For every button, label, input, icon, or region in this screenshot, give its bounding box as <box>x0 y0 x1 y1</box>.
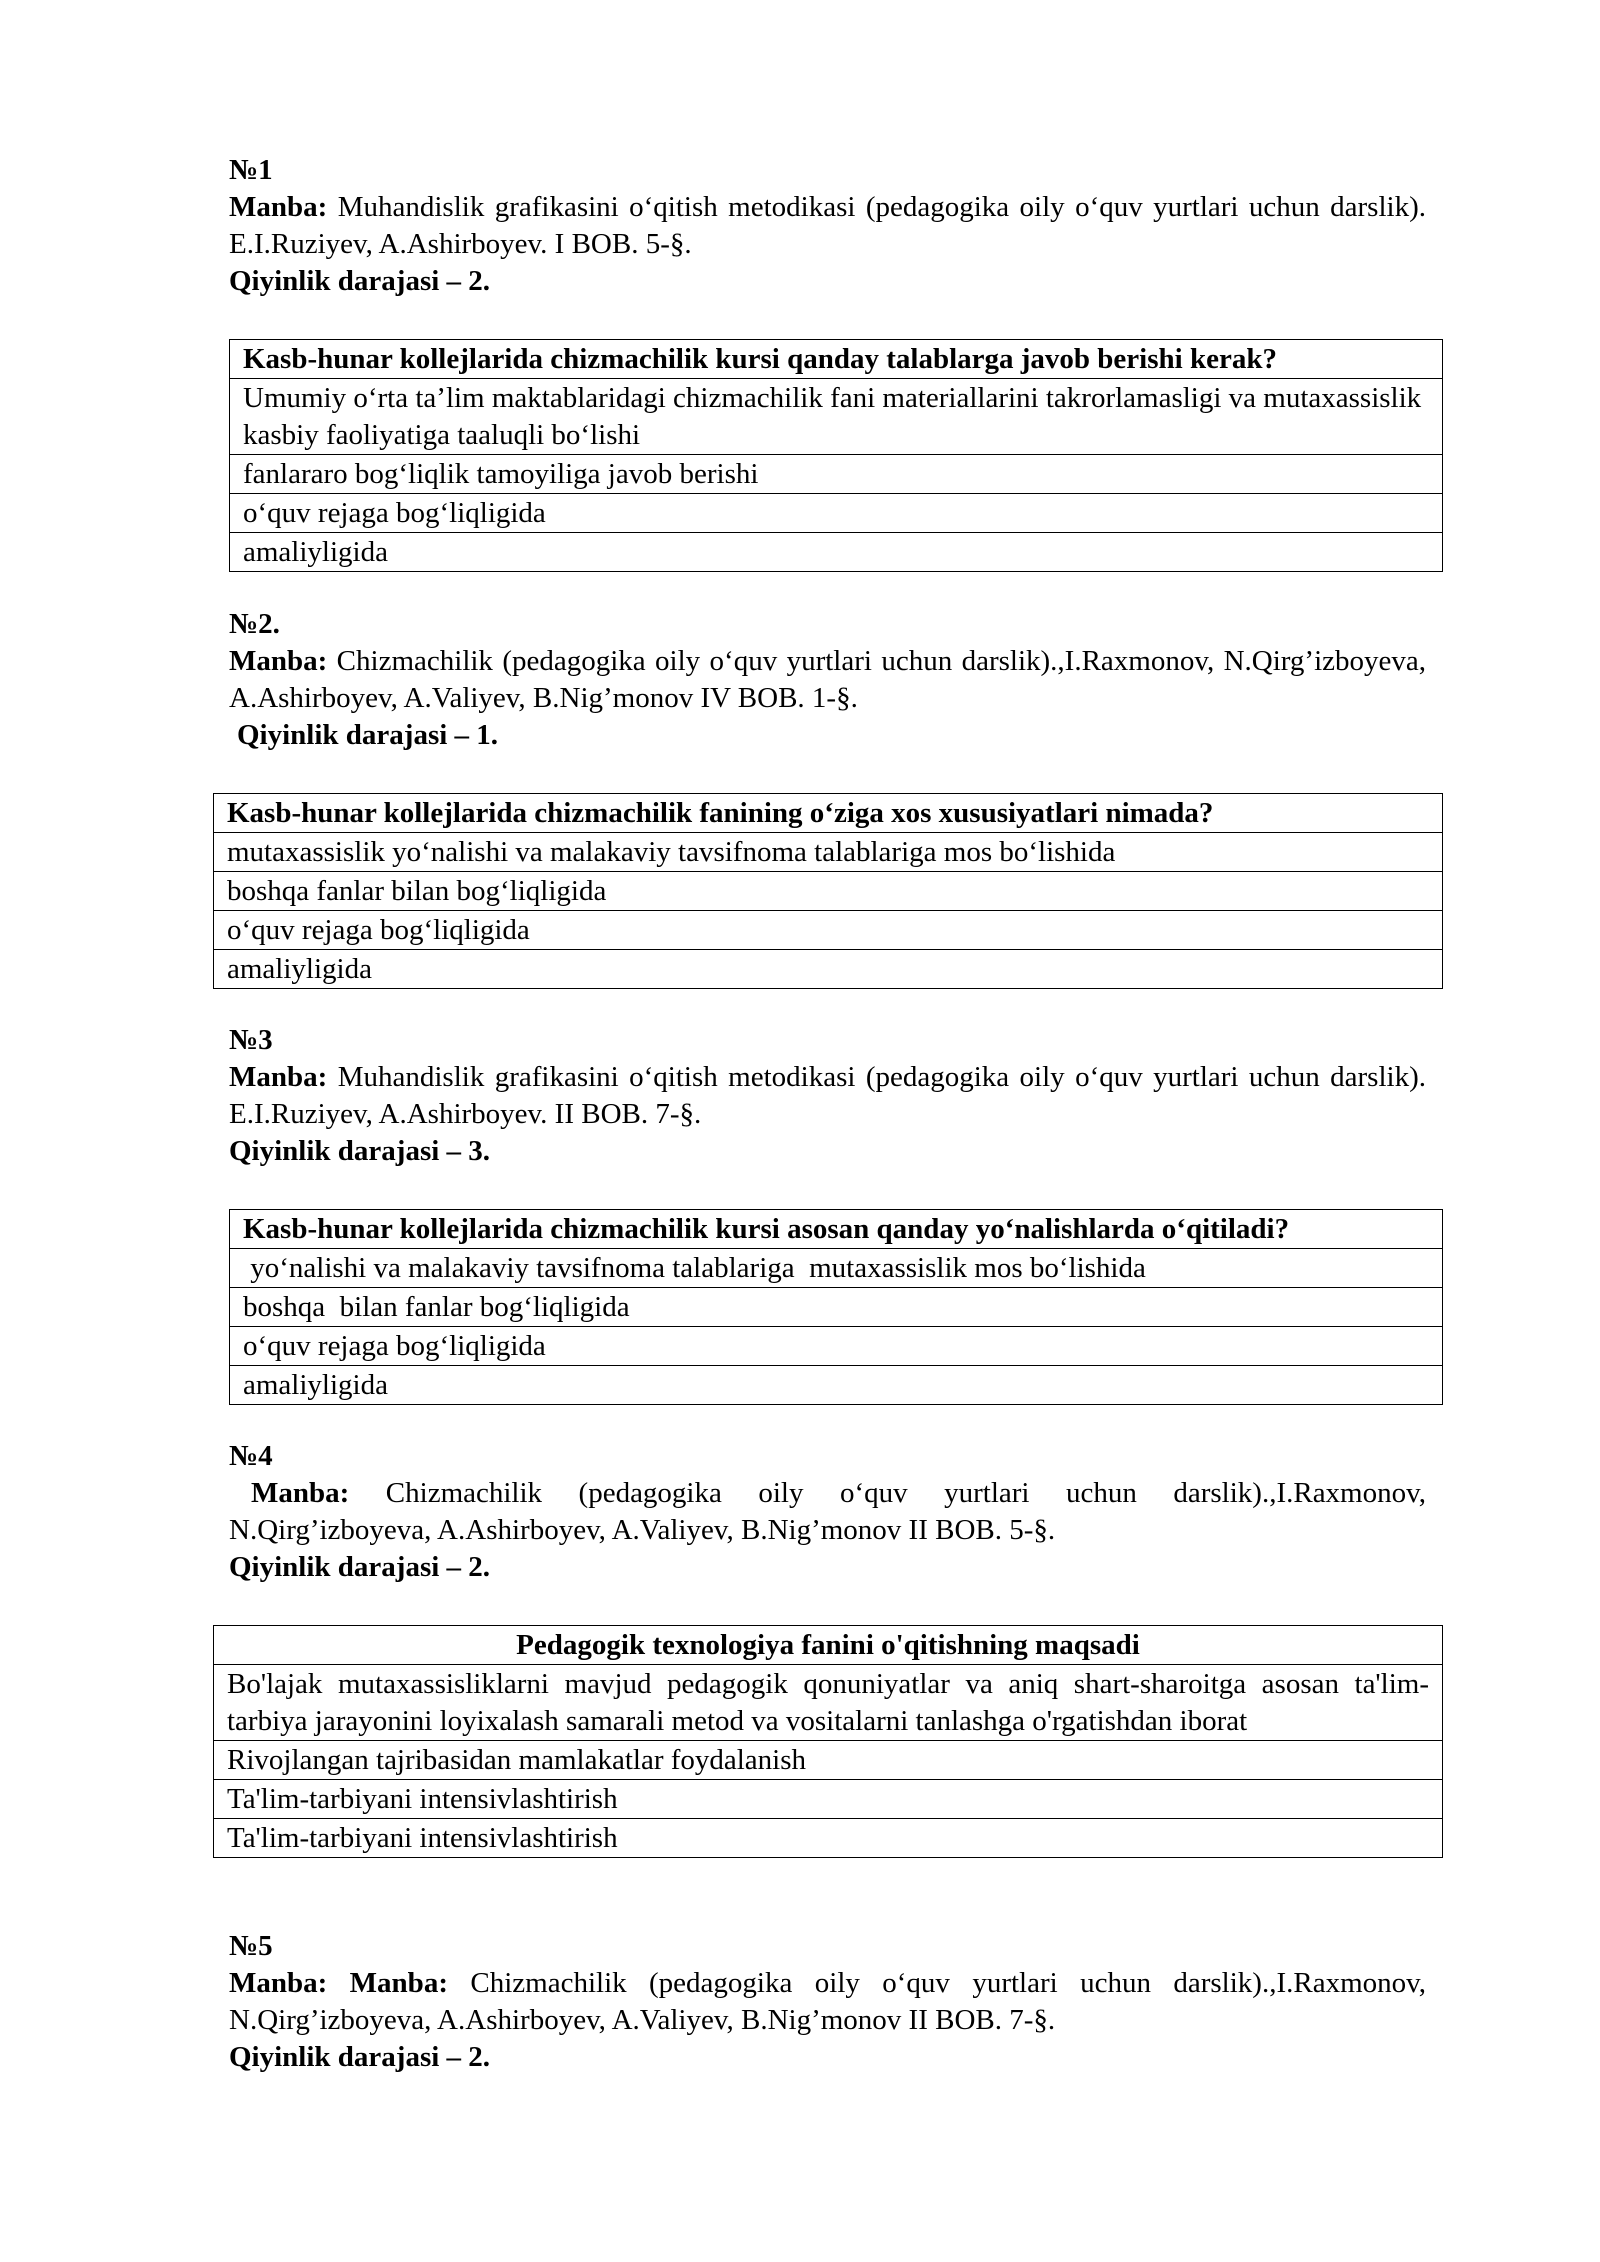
question-number: №4 <box>229 1440 273 1472</box>
question-number: №1 <box>229 154 273 186</box>
source-label: Manba: <box>229 191 328 223</box>
source-line <box>229 1475 1426 1549</box>
question-text: Kasb-hunar kollejlarida chizmachilik fanining o‘ziga xos xususiyatlari nimada? <box>214 794 1443 833</box>
answer-option: mutaxassislik yo‘nalishi va malakaviy tavsifnoma talablariga mos bo‘lishida <box>214 833 1443 872</box>
question-number: №5 <box>229 1930 273 1962</box>
source-text: Muhandislik grafikasini o‘qitish metodikasi (pedagogika oily o‘quv yurtlari uchun darslik). E.I.Ruziyev, A.Ashirboyev. II BOB. 7-§. <box>229 1061 1426 1130</box>
question-header <box>229 606 1426 754</box>
source-line <box>229 1965 1426 2039</box>
answer-option: amaliyligida <box>214 950 1443 989</box>
question-block-2 <box>0 606 1600 985</box>
difficulty-level: Qiyinlik darajasi – 2. <box>229 2041 491 2073</box>
source-text: Chizmachilik (pedagogika oily o‘quv yurtlari uchun darslik).,I.Raxmonov, N.Qirg’izboyeva, A.Ashirboyev, A.Valiyev, B.Nig’monov II BOB. 5-§. <box>229 1477 1426 1546</box>
answer-option: Rivojlangan tajribasidan mamlakatlar foydalanish <box>214 1741 1443 1780</box>
difficulty-level: Qiyinlik darajasi – 1. <box>237 719 499 751</box>
question-header <box>229 1022 1426 1170</box>
question-header <box>229 1438 1426 1586</box>
question-number: №3 <box>229 1024 273 1056</box>
source-line <box>229 189 1426 263</box>
question-block-3 <box>0 1022 1600 1401</box>
question-table <box>229 339 1443 572</box>
answer-option: amaliyligida <box>230 533 1443 572</box>
answer-option: Ta'lim-tarbiyani intensivlashtirish <box>214 1780 1443 1819</box>
answer-option: Ta'lim-tarbiyani intensivlashtirish <box>214 1819 1443 1858</box>
difficulty-level: Qiyinlik darajasi – 2. <box>229 1551 491 1583</box>
difficulty-level: Qiyinlik darajasi – 3. <box>229 1135 491 1167</box>
source-text: Chizmachilik (pedagogika oily o‘quv yurtlari uchun darslik).,I.Raxmonov, N.Qirg’izboyeva, A.Ashirboyev, A.Valiyev, B.Nig’monov II BOB. 7-§. <box>229 1967 1426 2036</box>
question-header <box>229 1928 1426 2076</box>
answer-option: o‘quv rejaga bog‘liqligida <box>230 494 1443 533</box>
source-text: Muhandislik grafikasini o‘qitish metodikasi (pedagogika oily o‘quv yurtlari uchun darslik). E.I.Ruziyev, A.Ashirboyev. I BOB. 5-§. <box>229 191 1426 260</box>
source-label: Manba: <box>229 645 328 677</box>
question-header <box>229 152 1426 300</box>
difficulty-level: Qiyinlik darajasi – 2. <box>229 265 491 297</box>
answer-option: yo‘nalishi va malakaviy tavsifnoma talablariga mutaxassislik mos bo‘lishida <box>230 1249 1443 1288</box>
question-text: Kasb-hunar kollejlarida chizmachilik kursi asosan qanday yo‘nalishlarda o‘qitiladi? <box>230 1210 1443 1249</box>
answer-option: Bo'lajak mutaxassisliklarni mavjud pedagogik qonuniyatlar va aniq shart-sharoitga asosan ta'lim-tarbiya jarayonini loyixalash samarali metod va vositalarni tanlashga o'rgatishdan iborat <box>214 1665 1443 1741</box>
question-block-5 <box>0 1928 1600 2076</box>
answer-option: o‘quv rejaga bog‘liqligida <box>230 1327 1443 1366</box>
question-text: Kasb-hunar kollejlarida chizmachilik kursi qanday talablarga javob berishi kerak? <box>230 340 1443 379</box>
source-label: Manba: <box>251 1477 350 1509</box>
question-table <box>213 793 1443 989</box>
source-line <box>229 1059 1426 1133</box>
question-block-1 <box>0 152 1600 568</box>
answer-option: amaliyligida <box>230 1366 1443 1405</box>
question-table <box>229 1209 1443 1405</box>
source-text: Chizmachilik (pedagogika oily o‘quv yurtlari uchun darslik).,I.Raxmonov, N.Qirg’izboyeva, A.Ashirboyev, A.Valiyev, B.Nig’monov IV BOB. 1-§. <box>229 645 1426 714</box>
answer-option: boshqa bilan fanlar bog‘liqligida <box>230 1288 1443 1327</box>
source-line <box>229 643 1426 717</box>
source-label: Manba: <box>229 1061 328 1093</box>
question-text: Pedagogik texnologiya fanini o'qitishning maqsadi <box>214 1626 1443 1665</box>
question-block-4 <box>0 1438 1600 1854</box>
answer-option: Umumiy o‘rta ta’lim maktablaridagi chizmachilik fani materiallarini takrorlamasligi va mutaxassislik kasbiy faoliyatiga taaluqli bo‘lishi <box>230 379 1443 455</box>
source-label: Manba: Manba: <box>229 1967 448 1999</box>
question-table <box>213 1625 1443 1858</box>
answer-option: boshqa fanlar bilan bog‘liqligida <box>214 872 1443 911</box>
question-number: №2. <box>229 608 280 640</box>
answer-option: o‘quv rejaga bog‘liqligida <box>214 911 1443 950</box>
answer-option: fanlararo bog‘liqlik tamoyiliga javob berishi <box>230 455 1443 494</box>
